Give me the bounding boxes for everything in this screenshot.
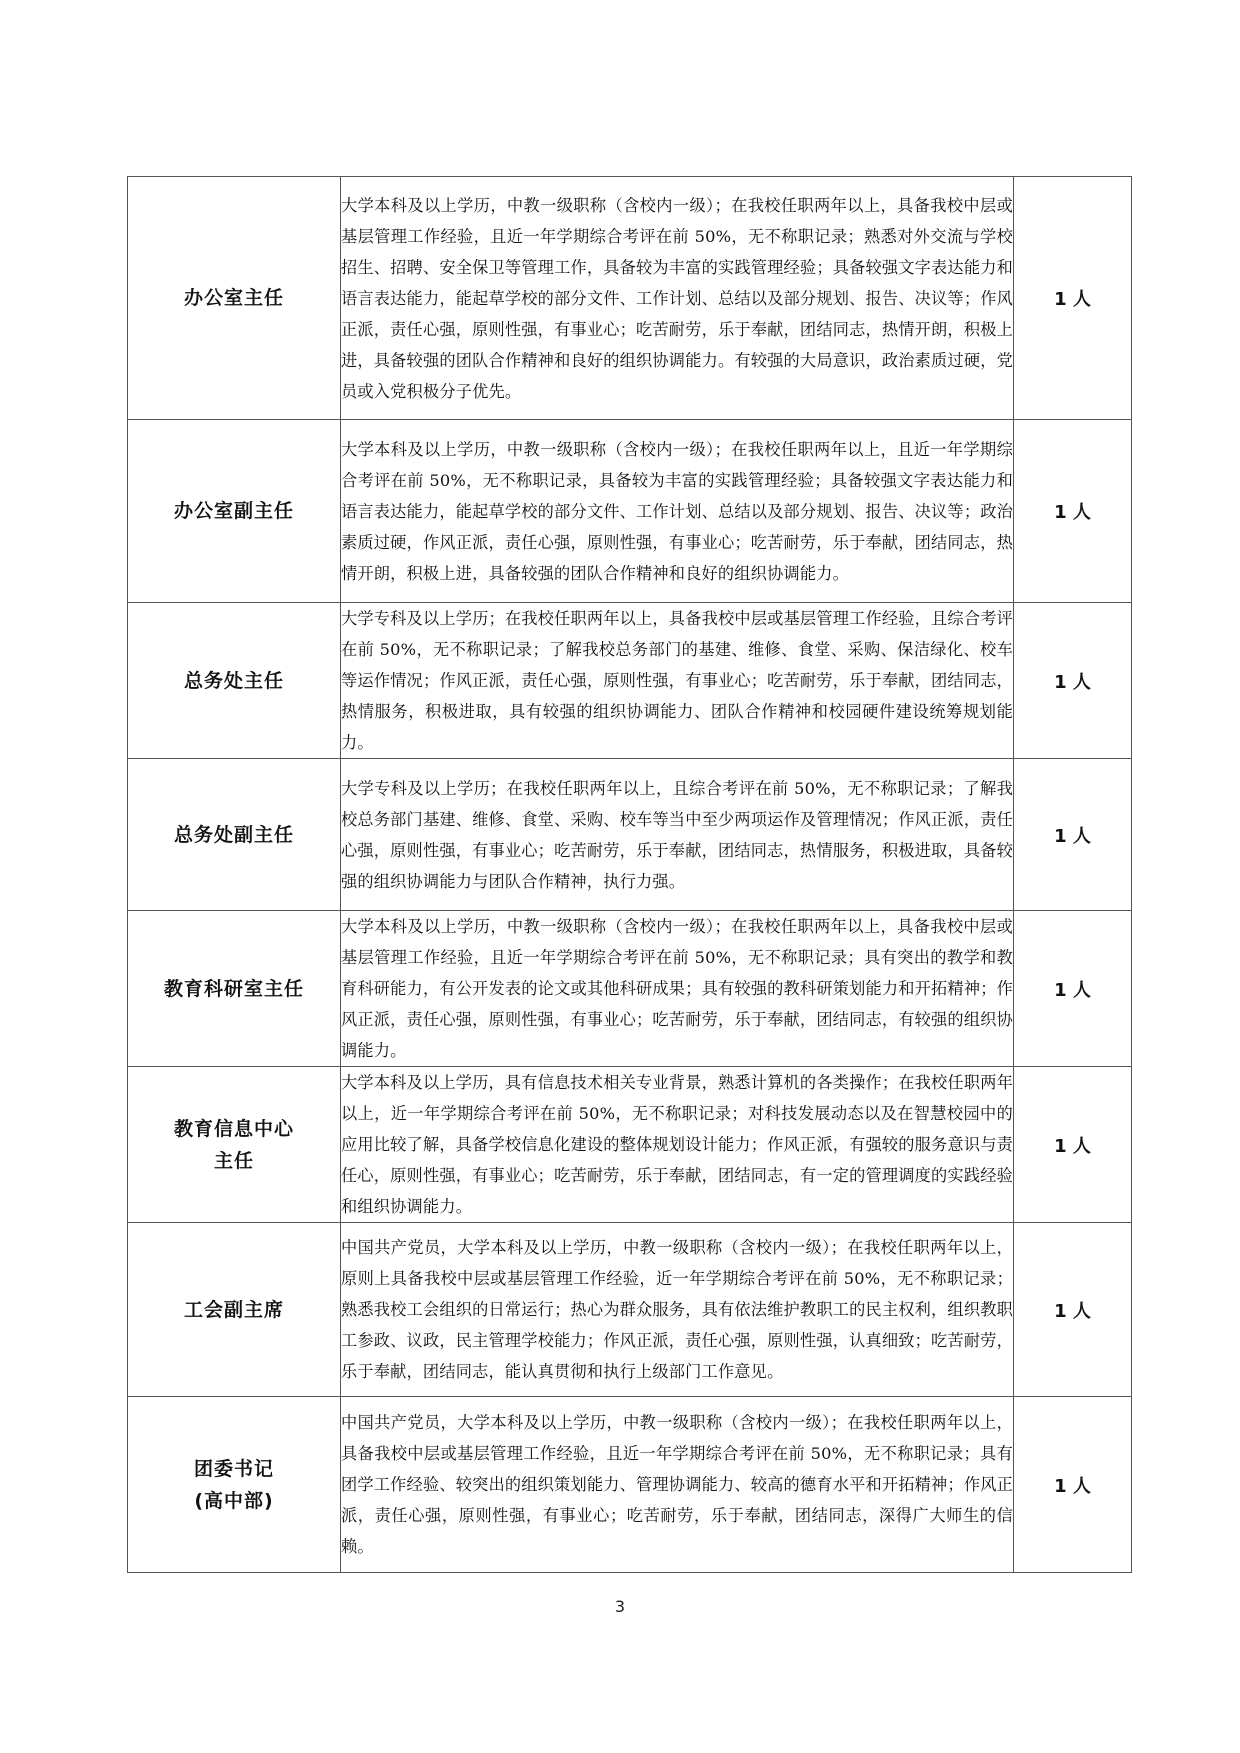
headcount-cell: 1 人: [1014, 759, 1132, 911]
headcount-cell: 1 人: [1014, 420, 1132, 603]
position-title-line-1: 教育信息中心: [173, 1117, 294, 1140]
requirements-cell: 大学本科及以上学历，中教一级职称（含校内一级）；在我校任职两年以上，且近一年学期综合考评在前 50%，无不称职记录，具备较为丰富的实践管理经验；具备较强文字表达能力和语言表达能力，能起草学校的部分文件、工作计划、总结以及部分规划、报告、决议等；政治素质过硬，作风正派，责任心强，原则性强，有事业心；吃苦耐劳，乐于奉献，团结同志，热情开朗，积极上进，具备较强的团队合作精神和良好的组织协调能力。: [341, 420, 1014, 603]
position-title-cell: [128, 420, 341, 603]
position-title: 总务处副主任: [173, 823, 294, 846]
table-row: [128, 1067, 1132, 1223]
table-row: [128, 420, 1132, 603]
requirements-cell: 中国共产党员，大学本科及以上学历，中教一级职称（含校内一级）；在我校任职两年以上，原则上具备我校中层或基层管理工作经验，近一年学期综合考评在前 50%，无不称职记录；熟悉我校工会组织的日常运行；热心为群众服务，具有依法维护教职工的民主权利，组织教职工参政、议政，民主管理学校能力；作风正派，责任心强，原则性强，认真细致；吃苦耐劳，乐于奉献，团结同志，能认真贯彻和执行上级部门工作意见。: [341, 1223, 1014, 1397]
position-title: 教育科研室主任: [163, 977, 304, 1000]
requirements-cell: 大学本科及以上学历，具有信息技术相关专业背景，熟悉计算机的各类操作；在我校任职两年以上，近一年学期综合考评在前 50%，无不称职记录；对科技发展动态以及在智慧校园中的应用比较了解，具备学校信息化建设的整体规划设计能力；作风正派，有强较的服务意识与责任心，原则性强，有事业心；吃苦耐劳，乐于奉献，团结同志，有一定的管理调度的实践经验和组织协调能力。: [341, 1067, 1014, 1223]
position-title: 办公室副主任: [173, 500, 294, 522]
position-title-cell: [128, 911, 341, 1067]
requirements-cell: 大学专科及以上学历；在我校任职两年以上，具备我校中层或基层管理工作经验，且综合考评在前 50%，无不称职记录；了解我校总务部门的基建、维修、食堂、采购、保洁绿化、校车等运作情况；作风正派，责任心强，原则性强，有事业心；吃苦耐劳，乐于奉献，团结同志，热情服务，积极进取，具有较强的组织协调能力、团队合作精神和校园硬件建设统筹规划能力。: [341, 603, 1014, 759]
headcount-cell: 1 人: [1014, 911, 1132, 1067]
table-row: [128, 603, 1132, 759]
headcount-cell: 1 人: [1014, 1397, 1132, 1573]
position-requirements-table: [127, 176, 1132, 1573]
position-title: 工会副主席: [183, 1298, 284, 1321]
position-title-cell: [128, 177, 341, 420]
table-row: [128, 1223, 1132, 1397]
page-number: 3: [614, 1597, 626, 1616]
position-title-cell: [128, 1067, 341, 1223]
position-title-line-1: 团委书记: [193, 1457, 274, 1480]
position-title-cell: [128, 603, 341, 759]
position-title-cell: [128, 1397, 341, 1573]
position-title-cell: [128, 759, 341, 911]
requirements-cell: 中国共产党员，大学本科及以上学历，中教一级职称（含校内一级）；在我校任职两年以上，具备我校中层或基层管理工作经验，且近一年学期综合考评在前 50%，无不称职记录；具有团学工作经验、较突出的组织策划能力、管理协调能力、较高的德育水平和开拓精神；作风正派，责任心强，原则性强，有事业心；吃苦耐劳，乐于奉献，团结同志，深得广大师生的信赖。: [341, 1397, 1014, 1573]
position-title-line-2: 主任: [213, 1149, 254, 1172]
position-title: 办公室主任: [183, 287, 284, 309]
table-row: [128, 1397, 1132, 1573]
table-row: [128, 911, 1132, 1067]
headcount-cell: 1 人: [1014, 1067, 1132, 1223]
table-row: [128, 759, 1132, 911]
requirements-cell: 大学本科及以上学历，中教一级职称（含校内一级）；在我校任职两年以上，具备我校中层或基层管理工作经验，且近一年学期综合考评在前 50%，无不称职记录；具有突出的教学和教育科研能力，有公开发表的论文或其他科研成果；具有较强的教科研策划能力和开拓精神；作风正派，责任心强，原则性强，有事业心；吃苦耐劳，乐于奉献，团结同志，有较强的组织协调能力。: [341, 911, 1014, 1067]
headcount-cell: 1 人: [1014, 603, 1132, 759]
headcount-cell: 1 人: [1014, 1223, 1132, 1397]
headcount-cell: 1 人: [1014, 177, 1132, 420]
table-row: [128, 177, 1132, 420]
position-title: 总务处主任: [183, 669, 284, 692]
requirements-cell: 大学专科及以上学历；在我校任职两年以上，且综合考评在前 50%，无不称职记录；了解我校总务部门基建、维修、食堂、采购、校车等当中至少两项运作及管理情况；作风正派，责任心强，原则性强，有事业心；吃苦耐劳，乐于奉献，团结同志，热情服务，积极进取，具备较强的组织协调能力与团队合作精神，执行力强。: [341, 759, 1014, 911]
position-title-line-2: (高中部): [194, 1489, 274, 1512]
position-title-cell: [128, 1223, 341, 1397]
requirements-cell: 大学本科及以上学历，中教一级职称（含校内一级）；在我校任职两年以上，具备我校中层或基层管理工作经验，且近一年学期综合考评在前 50%，无不称职记录；熟悉对外交流与学校招生、招聘、安全保卫等管理工作，具备较为丰富的实践管理经验；具备较强文字表达能力和语言表达能力，能起草学校的部分文件、工作计划、总结以及部分规划、报告、决议等；作风正派，责任心强，原则性强，有事业心；吃苦耐劳，乐于奉献，团结同志，热情开朗，积极上进，具备较强的团队合作精神和良好的组织协调能力。有较强的大局意识，政治素质过硬，党员或入党积极分子优先。: [341, 177, 1014, 420]
